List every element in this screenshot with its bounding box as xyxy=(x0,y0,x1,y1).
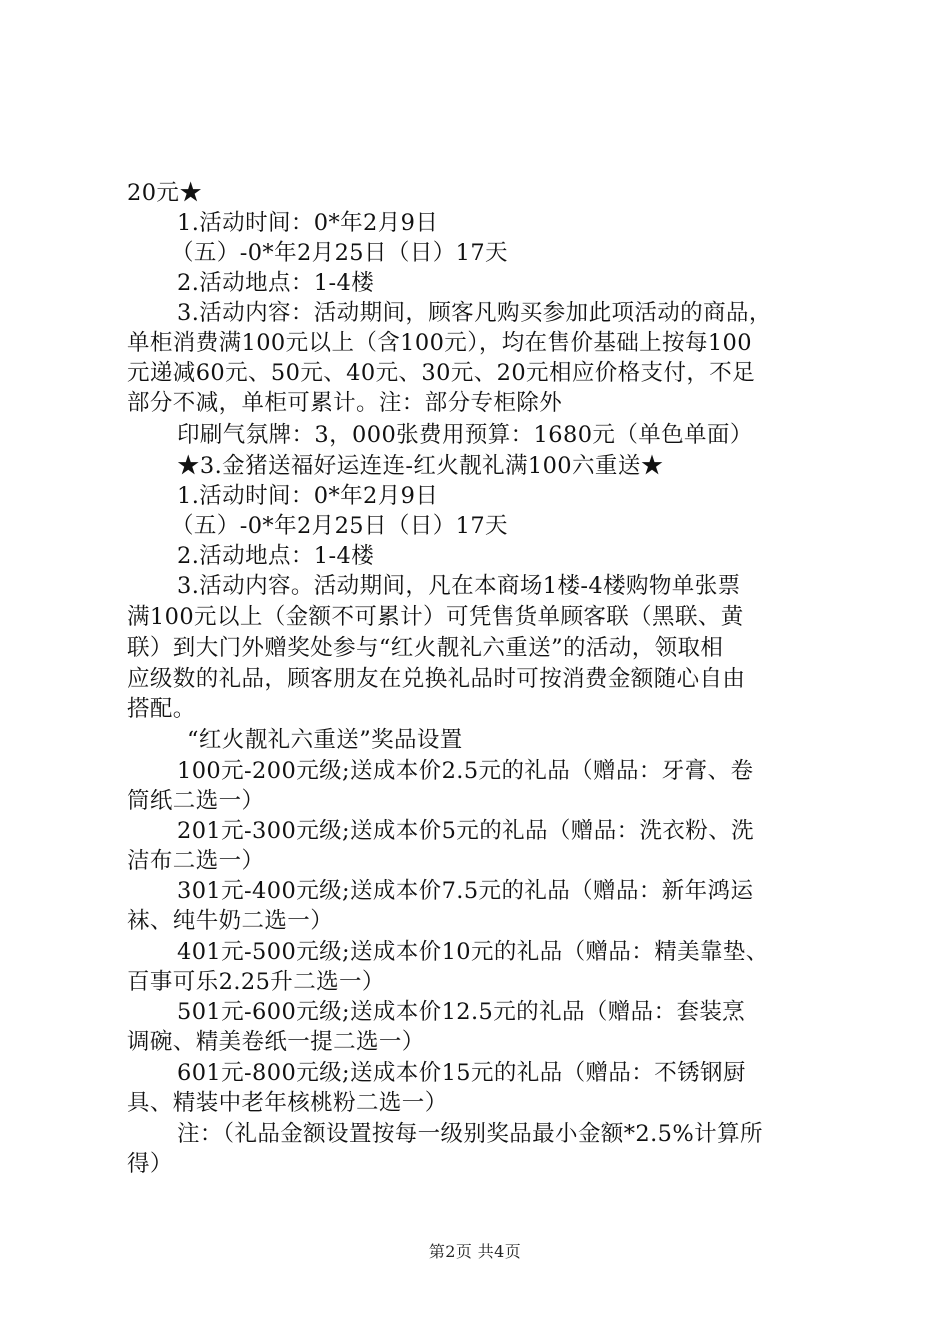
text-line: 1.活动时间：0*年2月9日 xyxy=(177,483,439,509)
text-line: 单柜消费满100元以上（含100元），均在售价基础上按每100 xyxy=(127,330,752,356)
page-number-footer: 第2页 共4页 xyxy=(428,1242,522,1261)
prize-tier: 100元-200元级;送成本价2.5元的礼品（赠品：牙膏、卷 xyxy=(177,758,754,784)
prize-tier: 601元-800元级;送成本价15元的礼品（赠品：不锈钢厨 xyxy=(177,1060,746,1086)
text-line: 2.活动地点：1-4楼 xyxy=(177,543,375,569)
text-line: 印刷气氛牌：3，000张费用预算：1680元（单色单面） xyxy=(177,422,753,448)
text-line: 3.活动内容。活动期间，凡在本商场1楼-4楼购物单张票 xyxy=(177,573,741,599)
prize-tier: 调碗、精美卷纸一提二选一） xyxy=(127,1029,425,1055)
prize-tier: 百事可乐2.25升二选一） xyxy=(127,969,385,995)
note-line: 注：（礼品金额设置按每一级别奖品最小金额*2.5%计算所 xyxy=(177,1121,763,1147)
text-line: 搭配。 xyxy=(127,696,196,722)
prize-heading: “红火靓礼六重送”奖品设置 xyxy=(187,727,463,753)
prize-tier: 501元-600元级;送成本价12.5元的礼品（赠品：套装烹 xyxy=(177,999,746,1025)
text-line: 1.活动时间：0*年2月9日 xyxy=(177,210,439,236)
prize-tier: 301元-400元级;送成本价7.5元的礼品（赠品：新年鸿运 xyxy=(177,878,754,904)
prize-tier: 洁布二选一） xyxy=(127,848,265,874)
prize-tier: 401元-500元级;送成本价10元的礼品（赠品：精美靠垫、 xyxy=(177,939,769,965)
prize-tier: 筒纸二选一） xyxy=(127,788,265,814)
text-line: 20元★ xyxy=(127,180,203,206)
section-heading: ★3.金猪送福好运连连-红火靓礼满100六重送★ xyxy=(177,453,664,479)
text-line: 满100元以上（金额不可累计）可凭售货单顾客联（黑联、黄 xyxy=(127,604,744,630)
text-line: 应级数的礼品，顾客朋友在兑换礼品时可按消费金额随心自由 xyxy=(127,666,746,692)
text-line: 部分不减，单柜可累计。注：部分专柜除外 xyxy=(127,390,563,416)
text-line: （五）-0*年2月25日（日）17天 xyxy=(171,513,508,539)
prize-tier: 具、精装中老年核桃粉二选一） xyxy=(127,1090,448,1116)
text-line: 元递减60元、50元、40元、30元、20元相应价格支付，不足 xyxy=(127,360,756,386)
text-line: 3.活动内容：活动期间，顾客凡购买参加此项活动的商品， xyxy=(177,300,772,326)
text-line: 联）到大门外赠奖处参与“红火靓礼六重送”的活动，领取相 xyxy=(127,635,724,661)
note-line: 得） xyxy=(127,1151,173,1177)
prize-tier: 201元-300元级;送成本价5元的礼品（赠品：洗衣粉、洗 xyxy=(177,818,754,844)
text-line: 2.活动地点：1-4楼 xyxy=(177,270,375,296)
text-line: （五）-0*年2月25日（日）17天 xyxy=(171,240,508,266)
prize-tier: 袜、纯牛奶二选一） xyxy=(127,908,334,934)
